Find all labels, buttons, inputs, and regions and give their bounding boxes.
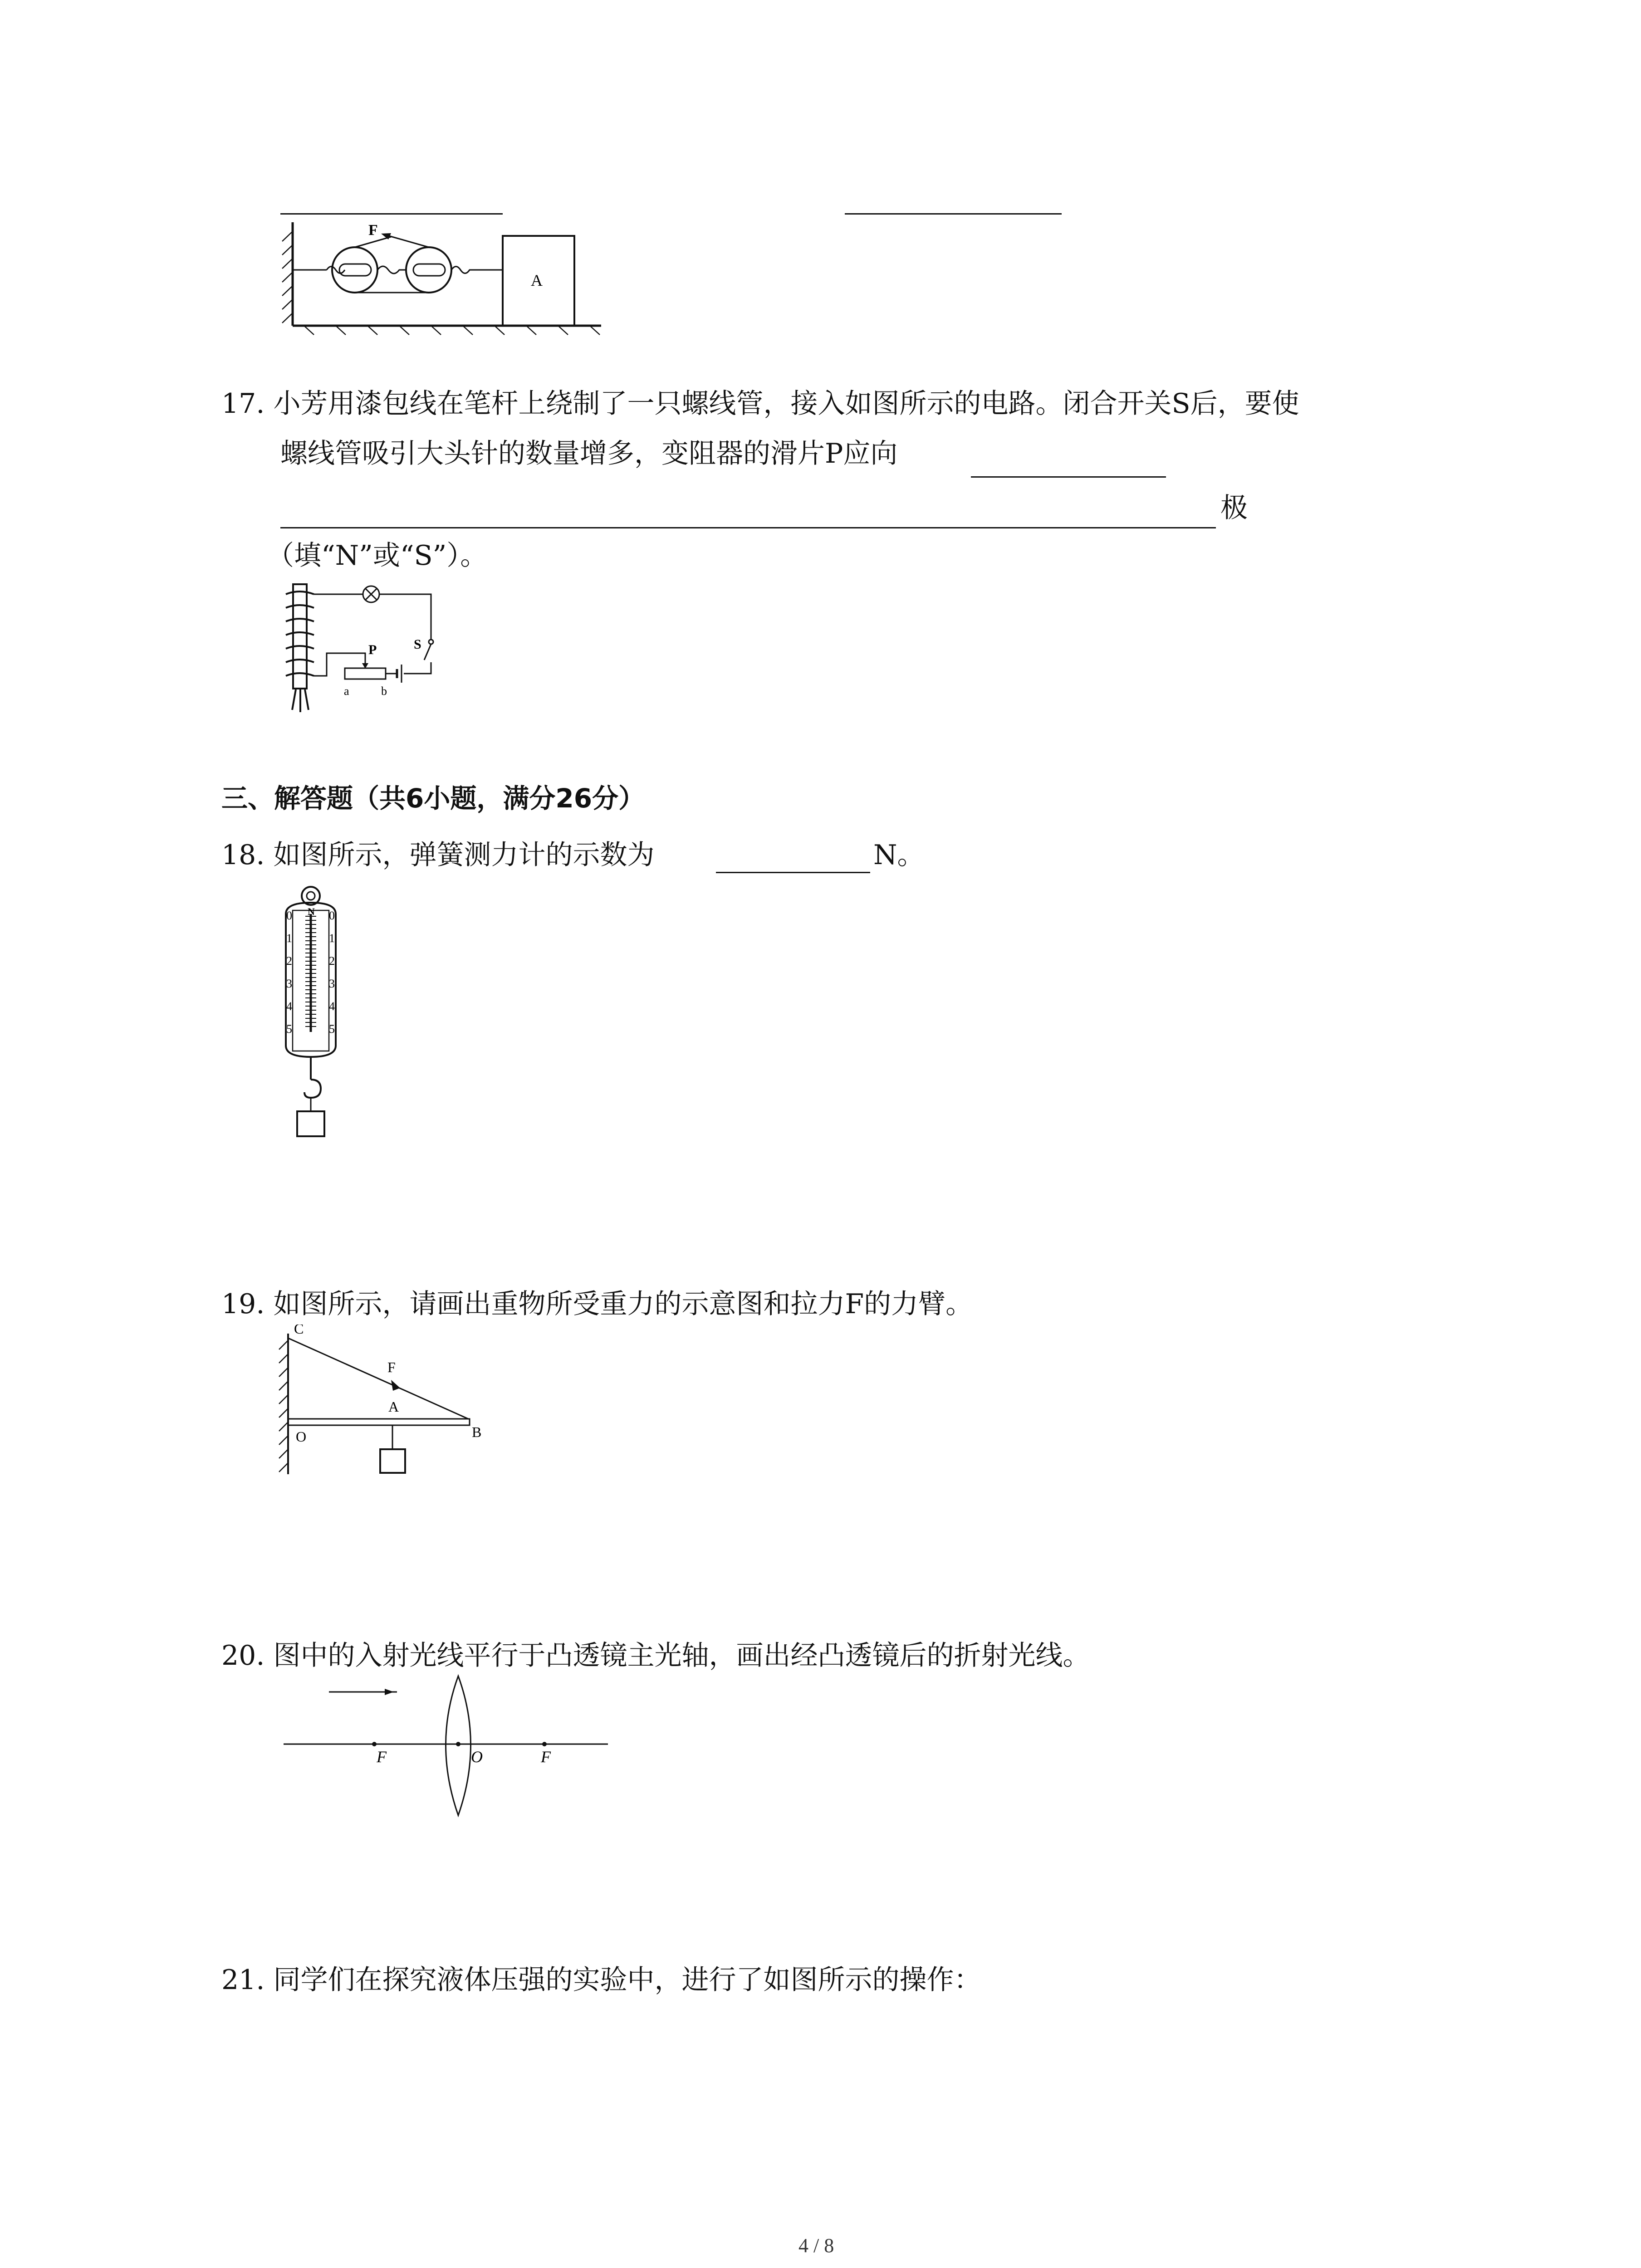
q18-answer-blank[interactable] [716,872,870,873]
q19-fig-label-f: F [387,1359,396,1375]
q18-scale-left-4: 4 [286,1000,292,1013]
q19-lever-figure [272,1325,490,1506]
q18-scale-left-5: 5 [286,1022,292,1036]
q20-fig-label-o: O [471,1748,483,1766]
page-number: 4 / 8 [798,2234,834,2257]
q20-lens-figure [277,1674,617,1833]
q17-fig-label-a: a [344,684,349,698]
q19-fig-label-a: A [388,1398,399,1415]
q18-fig-label-n: N [308,906,315,917]
q17-answer-blank-1[interactable] [971,476,1166,478]
q20-prompt: 20. 图中的入射光线平行于凸透镜主光轴，画出经凸透镜后的折射光线。 [221,1640,1090,1672]
q18-scale-left-2: 2 [286,954,292,968]
q19-fig-label-c: C [294,1325,304,1337]
q18-scale-left-3: 3 [286,977,292,990]
q18-scale-right-2: 2 [329,954,335,968]
q17-fig-label-p: P [368,642,377,657]
q18-scale-right-5: 5 [329,1022,335,1036]
q18-spring-scale-figure [279,882,343,1145]
q16-pulley-figure [272,213,608,336]
q17-line-3: （填“N”或“S”）。 [267,540,488,572]
q16-fig-label-f: F [368,222,378,239]
q17-line-2: 螺线管吸引大头针的数量增多，变阻器的滑片P应向 [280,438,898,469]
q17-line-1: 17. 小芳用漆包线在笔杆上绕制了一只螺线管，接入如图所示的电路。闭合开关S后，要使 [221,388,1299,420]
q17-suffix-ji: 极 [1220,492,1248,524]
q17-circuit-figure [272,576,449,717]
q18-prompt: 18. 如图所示，弹簧测力计的示数为 [221,839,655,871]
q18-scale-left-1: 1 [286,932,292,945]
q16-answer-blank-2[interactable] [845,213,1062,215]
q18-scale-right-3: 3 [329,977,335,990]
q18-scale-left-0: 0 [286,909,292,922]
q18-scale-right-0: 0 [329,909,335,922]
q18-scale-right-1: 1 [329,932,335,945]
q17-answer-blank-2[interactable] [280,527,1216,528]
q19-fig-label-b: B [472,1424,482,1440]
section-3-heading: 三、解答题（共6小题，满分26分） [221,783,645,814]
q19-prompt: 19. 如图所示，请画出重物所受重力的示意图和拉力F的力臂。 [221,1288,973,1320]
q16-fig-label-a: A [531,271,543,289]
q20-fig-label-f-right: F [541,1748,551,1766]
q21-prompt: 21. 同学们在探究液体压强的实验中，进行了如图所示的操作： [221,1964,981,1996]
q17-fig-label-s: S [414,637,421,652]
q17-fig-label-b: b [381,684,387,698]
q19-fig-label-o: O [296,1428,307,1445]
q18-scale-right-4: 4 [329,1000,335,1013]
q18-suffix: N。 [873,839,925,871]
q20-fig-label-f-left: F [377,1748,387,1766]
